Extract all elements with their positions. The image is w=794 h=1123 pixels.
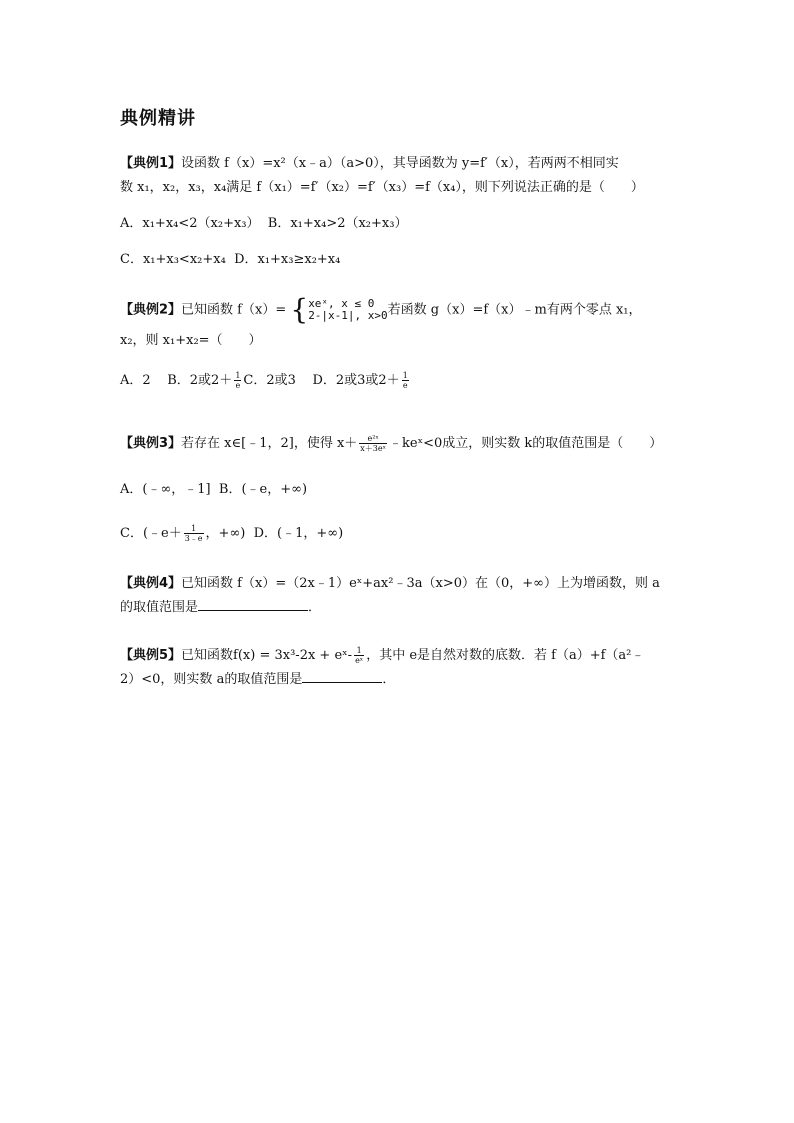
example-1-options-ab xyxy=(120,212,680,236)
example-4-line1: 已知函数 f（x）=（2x﹣1）eˣ+ax²﹣3a（x>0）在（0，+∞）上为增函数，则 a xyxy=(181,576,660,591)
example-2-tail: 若函数 g（x）=f（x）﹣m有两个零点 x₁， xyxy=(387,302,642,318)
example-5 xyxy=(120,644,680,692)
fraction-1-over-3-e: $\frac{1}{3﹣e}$ xyxy=(184,524,203,543)
example-4 xyxy=(120,572,680,620)
example-4-stem xyxy=(120,572,680,596)
example-1-option-b: B．x₁+x₄>2（x₂+x₃） xyxy=(267,216,408,231)
example-2-option-c: C．2或3 xyxy=(243,372,296,388)
piecewise-brace: { xyxy=(290,293,309,326)
example-5-post: ，其中 e是自然对数的底数．若 f（a）+f（a²﹣ xyxy=(366,648,645,663)
piece-1: xeˣ, x ≤ 0 xyxy=(308,297,375,310)
example-3-post: ﹣keˣ<0成立，则实数 k的取值范围是（ ） xyxy=(389,436,663,451)
example-2-stem xyxy=(120,293,680,326)
example-3-label: 【典例3】 xyxy=(120,436,182,451)
example-2-option-d: D．2或3或2＋ xyxy=(312,372,400,388)
example-2-option-b: B．2或2＋ xyxy=(167,372,233,388)
example-3-option-c-post: ，+∞) xyxy=(205,526,246,541)
fraction-1-over-e: $\frac{1}{e}$ xyxy=(235,370,241,390)
example-3-option-b: B．(﹣e，+∞) xyxy=(218,482,308,497)
example-2-line2: x₂，则 x₁+x₂=（ ） xyxy=(120,332,262,348)
example-5-label: 【典例5】 xyxy=(120,648,182,663)
example-2 xyxy=(120,293,680,393)
example-3-option-c-pre: C．(﹣e＋ xyxy=(120,526,182,541)
example-1-option-a: A．x₁+x₄<2（x₂+x₃） xyxy=(120,216,260,231)
answer-blank-4[interactable] xyxy=(198,596,308,611)
example-1 xyxy=(120,152,680,272)
example-3-option-d: D．(﹣1，+∞) xyxy=(253,526,344,541)
example-3-option-a: A．(﹣∞，﹣1] xyxy=(120,482,211,497)
example-4-label: 【典例4】 xyxy=(120,576,182,591)
example-5-line2: 2）<0，则实数 a的取值范围是 ． xyxy=(120,668,680,692)
example-1-label: 【典例1】 xyxy=(120,156,182,171)
example-2-option-a: A．2 xyxy=(120,372,151,388)
example-5-stem xyxy=(120,644,680,668)
example-1-stem xyxy=(120,152,680,176)
fraction-1-over-e-d: $\frac{1}{e}$ xyxy=(402,370,408,390)
example-1-line1: 设函数 f（x）=x²（x﹣a）（a>0），其导函数为 y=f′（x），若两两不相同实 xyxy=(181,156,619,171)
piecewise-function xyxy=(308,298,387,322)
section-title: 典例精讲 xyxy=(120,108,196,129)
piece-2: 2-|x-1|, x>0 xyxy=(308,309,388,322)
fraction-e2x-over-x-3ex: $\frac{\text{e²ˣ}}{\text{x＋3eˣ}}$ xyxy=(360,434,387,453)
example-4-line2: 的取值范围是 ． xyxy=(120,596,680,620)
example-1-options-cd xyxy=(120,248,680,272)
example-3-stem xyxy=(120,432,680,456)
example-2-options xyxy=(120,369,680,393)
example-1-option-c: C．x₁+x₃<x₂+x₄ xyxy=(120,252,226,267)
example-2-lead: 已知函数 f（x）= xyxy=(181,302,287,318)
answer-blank-5[interactable] xyxy=(302,668,382,683)
fraction-1-over-ex: $\frac{1}{\text{eˣ}}$ xyxy=(355,646,364,665)
example-3 xyxy=(120,432,680,546)
example-1-option-d: D．x₁+x₃≥x₂+x₄ xyxy=(234,252,341,267)
example-2-label: 【典例2】 xyxy=(120,302,182,318)
example-3-pre: 若存在 x∈[﹣1，2]，使得 x＋ xyxy=(181,436,358,451)
example-5-pre: 已知函数f(x) = 3x³-2x + eˣ- xyxy=(181,648,353,663)
example-1-line2: 数 x₁，x₂，x₃，x₄满足 f（x₁）=f′（x₂）=f′（x₃）=f（x₄），则下列说法正确的是（ ） xyxy=(120,180,644,195)
example-3-options-cd xyxy=(120,522,680,546)
example-3-options-ab xyxy=(120,478,680,502)
